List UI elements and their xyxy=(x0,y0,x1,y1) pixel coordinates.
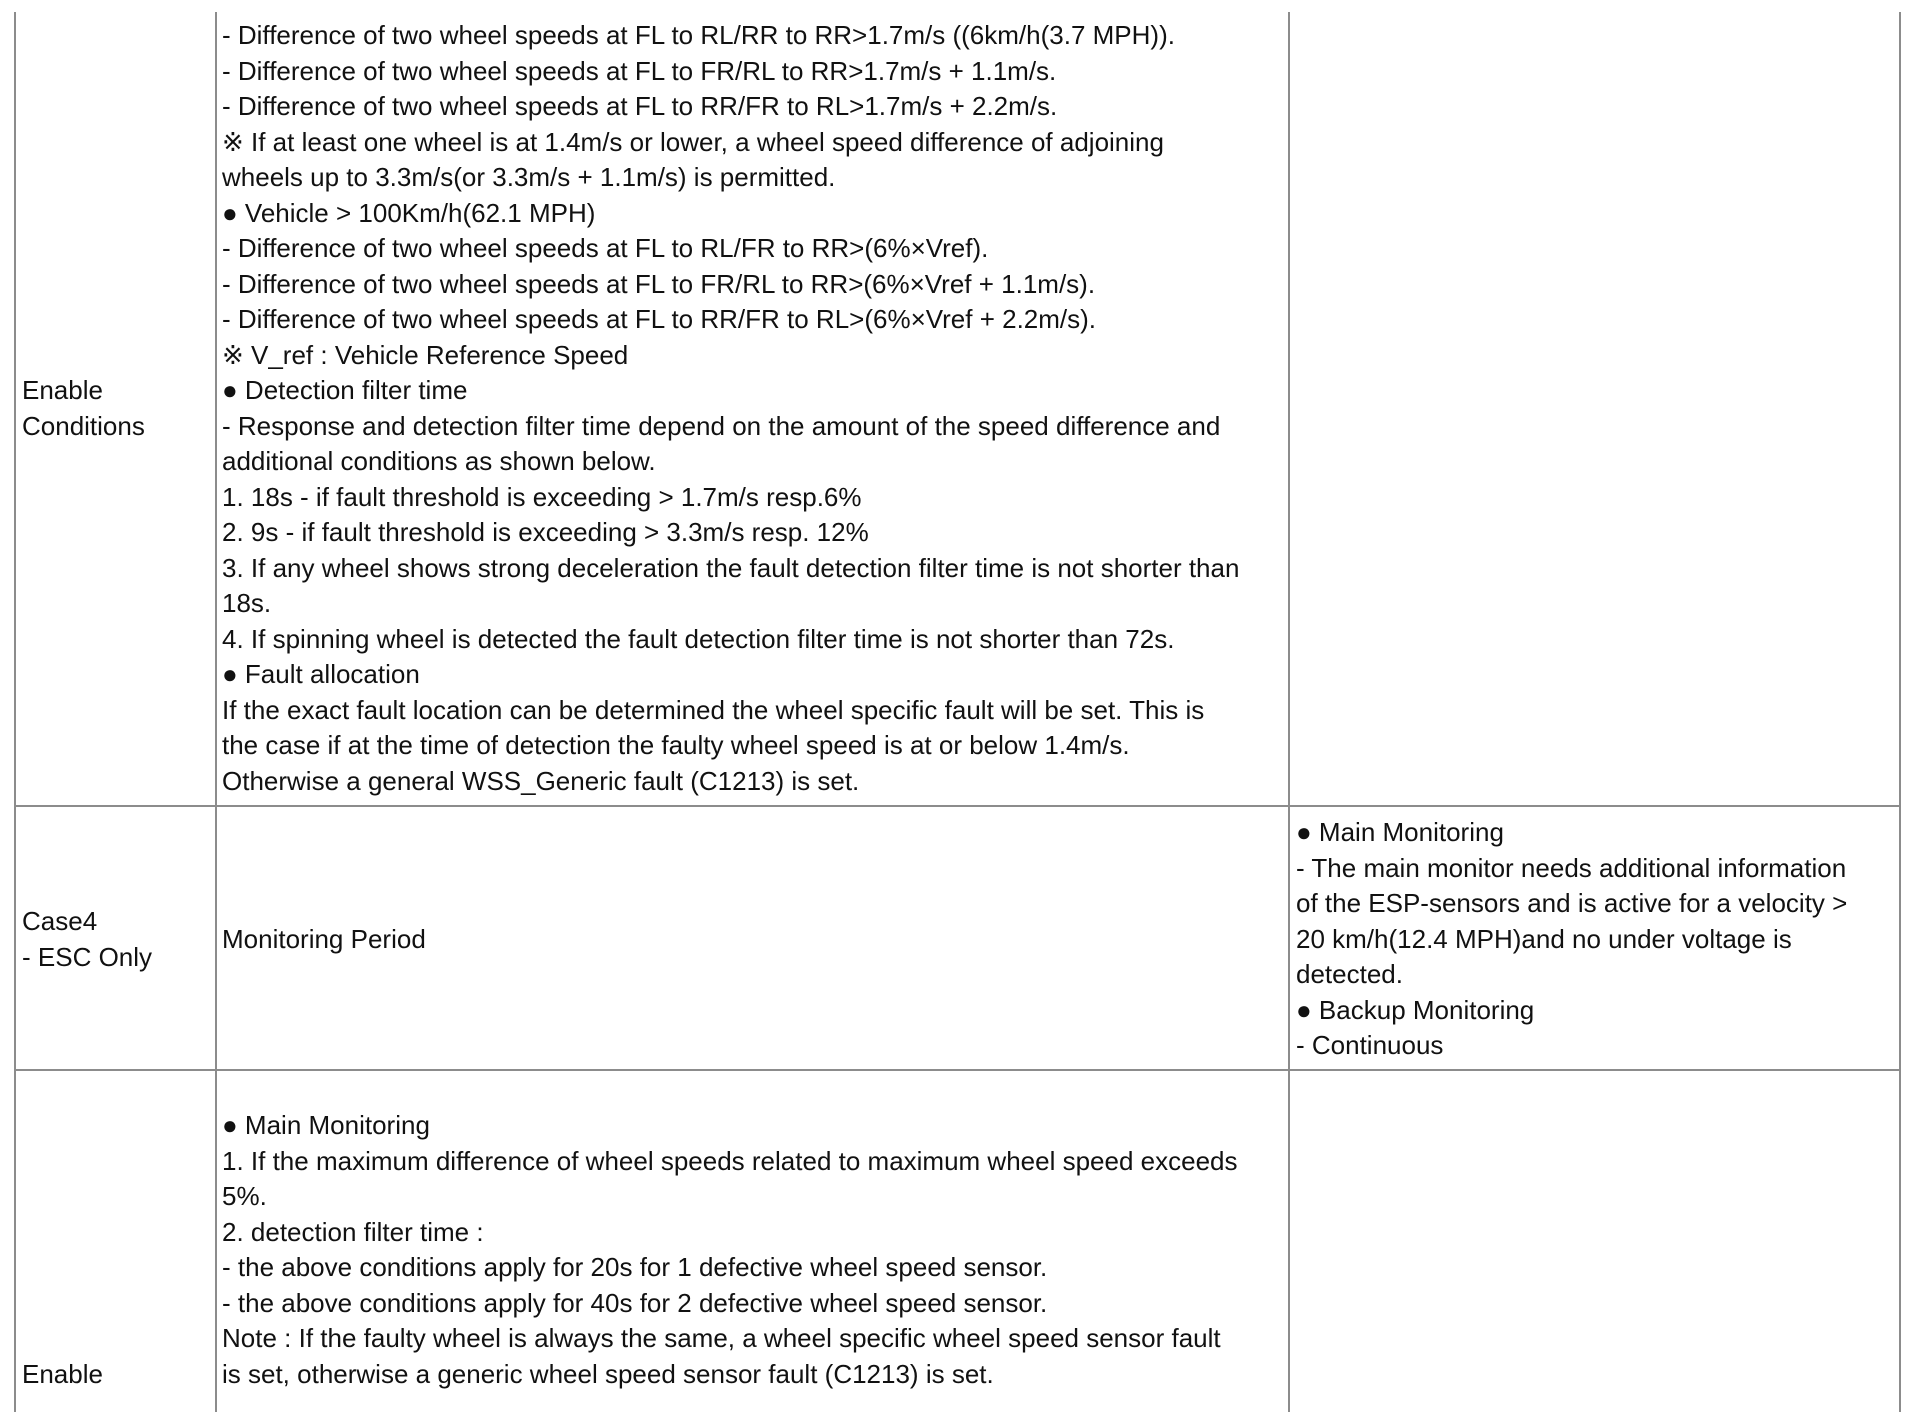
table-border-right xyxy=(1899,12,1901,1412)
row1-text-line: - Difference of two wheel speeds at FL to RL/RR to RR>1.7m/s ((6km/h(3.7 MPH)). xyxy=(222,20,1175,50)
row1-text-line: wheels up to 3.3m/s(or 3.3m/s + 1.1m/s) is permitted. xyxy=(222,162,836,192)
row1-text-line: If the exact fault location can be determined the wheel specific fault will be set. This is xyxy=(222,694,1205,725)
table-divider-col2 xyxy=(1288,12,1290,1412)
row2-label-line: Case4 xyxy=(22,906,98,936)
row3-label-line: Enable xyxy=(22,1359,103,1389)
table-row-divider-2 xyxy=(15,1069,1900,1071)
monitoring-period-label: Monitoring Period xyxy=(222,924,426,954)
row1-text-line: ● Vehicle > 100Km/h(62.1 MPH) xyxy=(222,197,596,228)
row1-text-line: 1. 18s - if fault threshold is exceeding > 1.7m/s resp.6% xyxy=(222,481,862,512)
row3-text-line: - the above conditions apply for 20s for 1 defective wheel speed sensor. xyxy=(222,1252,1048,1282)
table-border-left xyxy=(14,12,16,1412)
row1-text-line: 18s. xyxy=(222,588,272,618)
row2-label-line: - ESC Only xyxy=(22,941,153,972)
row1-text-line: - Difference of two wheel speeds at FL to FR/RL to RR>1.7m/s + 1.1m/s. xyxy=(222,55,1057,86)
row2-text-line: ● Main Monitoring xyxy=(1296,817,1504,847)
row2-text-line: - Continuous xyxy=(1296,1030,1444,1060)
row1-text-line: - Difference of two wheel speeds at FL to FR/RL to RR>(6%×Vref + 1.1m/s). xyxy=(222,268,1096,299)
row3-text-line: - the above conditions apply for 40s for 2 defective wheel speed sensor. xyxy=(222,1287,1048,1318)
row1-text-line: 2. 9s - if fault threshold is exceeding > 3.3m/s resp. 12% xyxy=(222,517,869,547)
row1-text-line: 4. If spinning wheel is detected the fault detection filter time is not shorter than 72s. xyxy=(222,623,1175,654)
row2-text-line: detected. xyxy=(1296,959,1403,989)
row2-content-cell xyxy=(1296,815,1847,1064)
row1-text-line: 3. If any wheel shows strong deceleration the fault detection filter time is not shorter than xyxy=(222,552,1240,583)
row2-text-line: 20 km/h(12.4 MPH)and no under voltage is xyxy=(1296,923,1792,954)
row2-text-line: ● Backup Monitoring xyxy=(1296,994,1535,1025)
row1-label-line: Conditions xyxy=(22,410,145,441)
row1-text-line: - Difference of two wheel speeds at FL to RL/FR to RR>(6%×Vref). xyxy=(222,233,989,263)
row1-text-line: additional conditions as shown below. xyxy=(222,446,656,476)
row3-text-line: 5%. xyxy=(222,1181,267,1211)
row1-text-line: - Response and detection filter time depend on the amount of the speed difference and xyxy=(222,410,1221,441)
table-row-divider-1 xyxy=(15,805,1900,807)
row2-label-cell xyxy=(22,904,152,975)
row3-content-cell xyxy=(222,1108,1238,1392)
row1-label-line: Enable xyxy=(22,375,103,405)
row1-label-cell xyxy=(22,373,145,444)
row1-text-line: ※ V_ref : Vehicle Reference Speed xyxy=(222,339,629,370)
row1-text-line: ※ If at least one wheel is at 1.4m/s or lower, a wheel speed difference of adjoining xyxy=(222,126,1164,157)
row3-label-cell xyxy=(22,1357,103,1393)
row3-text-line: 1. If the maximum difference of wheel speeds related to maximum wheel speed exceeds xyxy=(222,1145,1238,1176)
table-divider-col1 xyxy=(215,12,217,1412)
row1-text-line: ● Detection filter time xyxy=(222,375,468,405)
row1-text-line: - Difference of two wheel speeds at FL to RR/FR to RL>(6%×Vref + 2.2m/s). xyxy=(222,304,1097,334)
row1-text-line: - Difference of two wheel speeds at FL to RR/FR to RL>1.7m/s + 2.2m/s. xyxy=(222,91,1058,121)
row3-text-line: 2. detection filter time : xyxy=(222,1216,484,1247)
row1-text-line: Otherwise a general WSS_Generic fault (C1213) is set. xyxy=(222,765,860,796)
row3-text-line: Note : If the faulty wheel is always the same, a wheel specific wheel speed sensor fault xyxy=(222,1323,1221,1353)
row3-text-line: ● Main Monitoring xyxy=(222,1110,430,1140)
row2-middle-cell xyxy=(222,922,426,958)
row3-text-line: is set, otherwise a generic wheel speed sensor fault (C1213) is set. xyxy=(222,1358,994,1389)
row1-content-cell xyxy=(222,18,1239,799)
row2-text-line: of the ESP-sensors and is active for a velocity > xyxy=(1296,888,1848,918)
row2-text-line: - The main monitor needs additional information xyxy=(1296,852,1847,883)
row1-text-line: ● Fault allocation xyxy=(222,659,420,689)
row1-text-line: the case if at the time of detection the faulty wheel speed is at or below 1.4m/s. xyxy=(222,730,1130,760)
